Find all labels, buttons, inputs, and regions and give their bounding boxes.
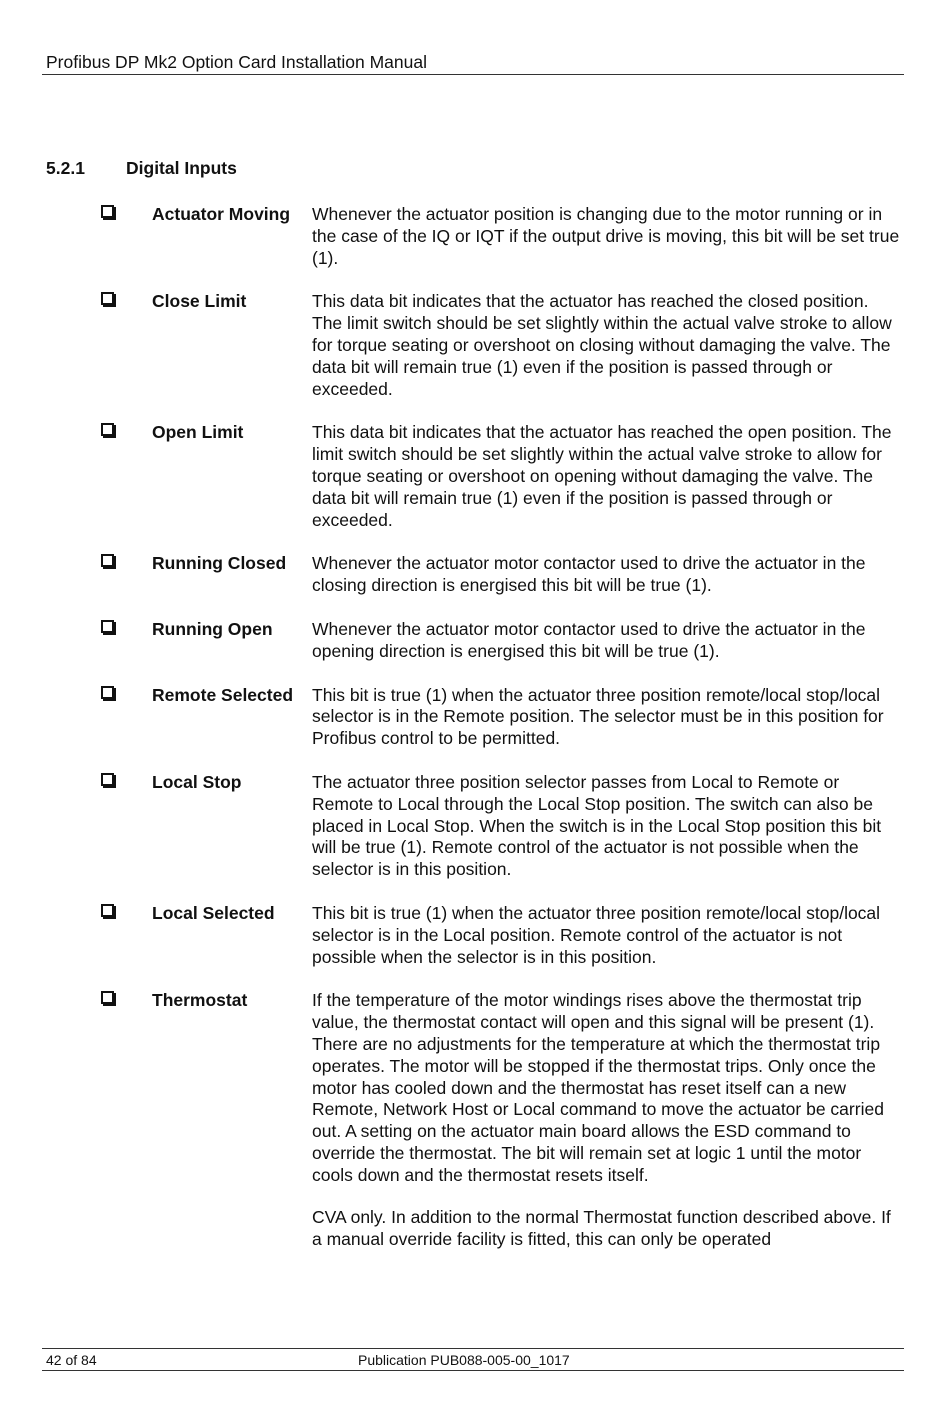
item-paragraph: This bit is true (1) when the actuator three position remote/local stop/local selector is in the Remote position. The selector must be in this position for Profibus control to be permitted. <box>312 684 884 749</box>
item-term: Close Limit <box>152 291 247 312</box>
item-paragraph: Whenever the actuator position is changing due to the motor running or in the case of the IQ or IQT if the output drive is moving, this bit will be set true (1). <box>312 204 900 268</box>
checkbox-bullet-icon <box>101 904 114 917</box>
item-description <box>312 204 902 269</box>
checkbox-bullet-icon <box>101 686 114 699</box>
item-term: Remote Selected <box>152 684 294 705</box>
item-term: Open Limit <box>152 422 244 443</box>
item-term: Running Closed <box>152 553 287 574</box>
item-description <box>312 291 902 400</box>
page-number: 42 of 84 <box>46 1352 97 1368</box>
list-item-actuator-moving <box>0 204 950 269</box>
document-title: Profibus DP Mk2 Option Card Installation Manual <box>46 52 427 72</box>
list-item-thermostat <box>0 990 950 1251</box>
section-title: Digital Inputs <box>126 158 237 178</box>
list-item-running-closed <box>0 553 950 597</box>
footer-divider-top <box>42 1348 904 1349</box>
item-paragraph: This data bit indicates that the actuator has reached the closed position. The limit switch should be set slightly within the actual valve stroke to allow for torque seating or overshoot on closing without damaging the valve. The data bit will remain true (1) even if the position is passed through or exceeded. <box>312 291 892 399</box>
list-item-open-limit <box>0 422 950 531</box>
item-term: Running Open <box>152 618 273 639</box>
checkbox-bullet-icon <box>101 991 114 1004</box>
checkbox-bullet-icon <box>101 423 114 436</box>
item-term: Thermostat <box>152 990 248 1011</box>
item-description <box>312 685 902 750</box>
checkbox-bullet-icon <box>101 620 114 633</box>
item-paragraph: The actuator three position selector passes from Local to Remote or Remote to Local through the Local Stop position. The switch can also be placed in Local Stop. When the switch is in the Local Stop position this bit will be true (1). Remote control of the actuator is not possible when the selector is in this position. <box>312 771 882 880</box>
item-description <box>312 422 902 531</box>
item-paragraph: Whenever the actuator motor contactor used to drive the actuator in the opening direction is energised this bit will be true (1). <box>312 618 866 661</box>
publication-reference: Publication PUB088-005-00_1017 <box>358 1352 570 1368</box>
item-term: Local Selected <box>152 902 275 923</box>
checkbox-bullet-icon <box>101 205 114 218</box>
item-description <box>312 772 902 881</box>
item-paragraph: This data bit indicates that the actuator has reached the open position. The limit switch should be set slightly within the actual valve stroke to allow for torque seating or overshoot on opening without damaging the valve. The data bit will remain true (1) even if the position is passed through or exceeded. <box>312 422 892 530</box>
item-description <box>312 619 902 663</box>
list-item-remote-selected <box>0 685 950 750</box>
item-paragraph: If the temperature of the motor windings rises above the thermostat trip value, the thermostat contact will open and this signal will be present (1). There are no adjustments for the temperature at which the thermostat trip operates. The motor will be stopped if the thermostat trips. Only once the motor has cooled down and the thermostat has reset itself can a new Remote, Network Host or Local command to move the actuator be carried out. A setting on the actuator main board allows the ESD command to override the thermostat. The bit will remain set at logic 1 until the motor cools down and the thermostat resets itself. <box>312 990 884 1185</box>
list-item-local-stop <box>0 772 950 881</box>
item-term: Actuator Moving <box>152 204 291 224</box>
section-heading <box>46 158 237 179</box>
footer-divider-bottom <box>42 1370 904 1371</box>
list-item-running-open <box>0 619 950 663</box>
list-item-close-limit <box>0 291 950 400</box>
checkbox-bullet-icon <box>101 773 114 786</box>
item-paragraph: This bit is true (1) when the actuator three position remote/local stop/local selector is in the Local position. Remote control of the actuator is not possible when the selector is in this position. <box>312 902 881 967</box>
header-divider <box>42 74 904 75</box>
section-number: 5.2.1 <box>46 158 85 178</box>
list-item-local-selected <box>0 903 950 968</box>
item-description <box>312 553 902 597</box>
digital-inputs-list <box>0 204 950 1273</box>
item-description <box>312 990 902 1251</box>
checkbox-bullet-icon <box>101 554 114 567</box>
item-description <box>312 903 902 968</box>
item-paragraph: Whenever the actuator motor contactor used to drive the actuator in the closing direction is energised this bit will be true (1). <box>312 553 866 596</box>
item-term: Local Stop <box>152 771 242 792</box>
checkbox-bullet-icon <box>101 292 114 305</box>
item-paragraph: CVA only. In addition to the normal Thermostat function described above. If a manual override facility is fitted, this can only be operated <box>312 1207 891 1250</box>
